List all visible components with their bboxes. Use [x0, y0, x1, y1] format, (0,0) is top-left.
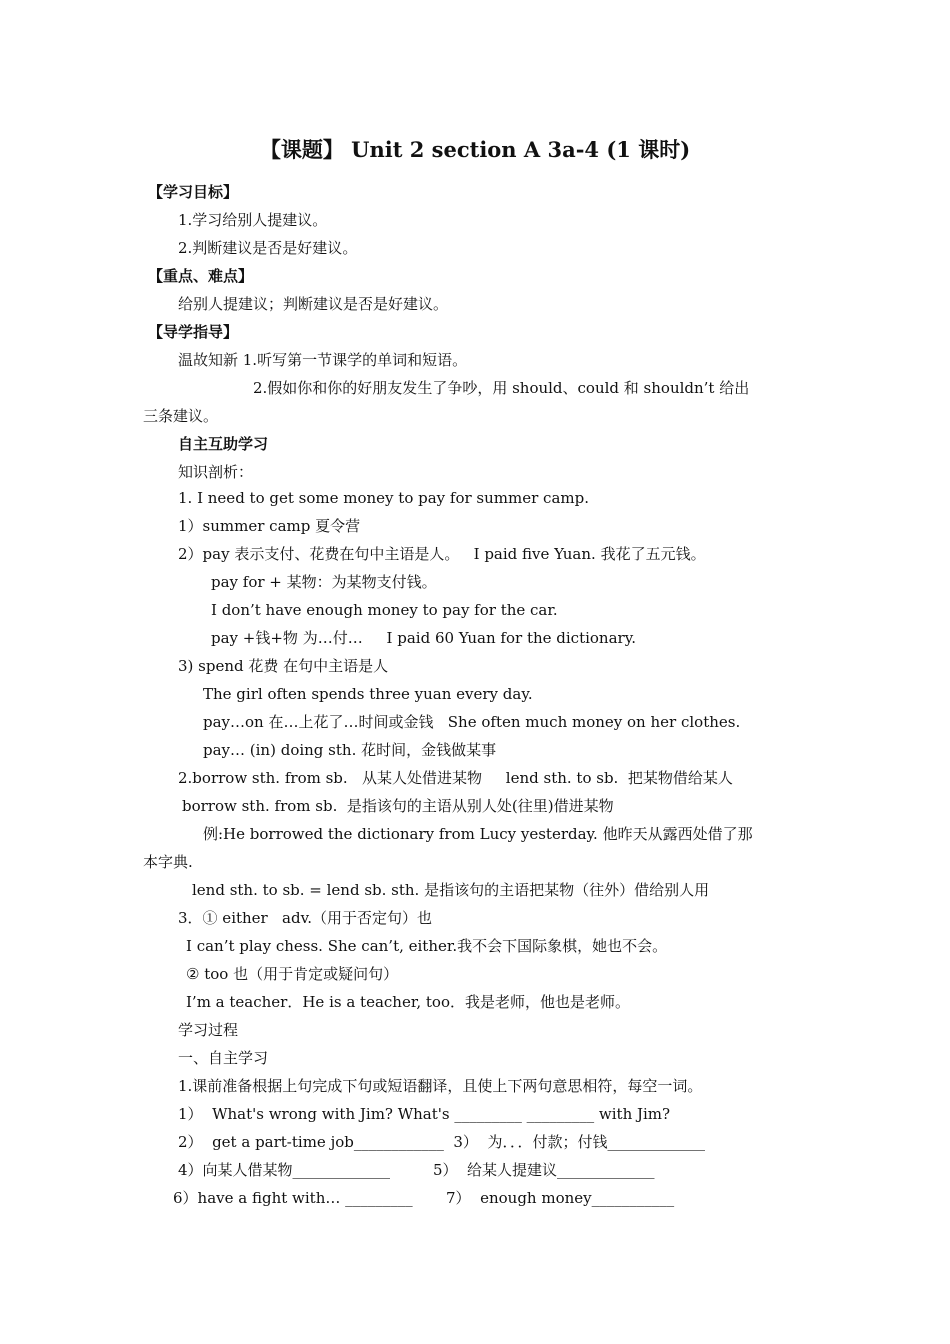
lesson-title: 【课题】 Unit 2 section A 3a-4 (1 课时): [259, 137, 691, 162]
text-line: pay…on 在…上花了…时间或金钱 She often much money on her clothes.: [203, 713, 741, 731]
text-line: pay +钱+物 为…付… I paid 60 Yuan for the dictionary.: [211, 629, 636, 647]
text-line: 2.假如你和你的好朋友发生了争吵，用 should、could 和 shouldn’t 给出: [253, 379, 750, 397]
text-line: 学习过程: [178, 1021, 239, 1039]
text-line: 例:He borrowed the dictionary from Lucy yesterday. 他昨天从露西处借了那: [203, 825, 753, 843]
text-line: pay for + 某物：为某物支付钱。: [211, 573, 437, 591]
text-line: lend sth. to sb. = lend sb. sth. 是指该句的主语把某物（往外）借给别人用: [192, 881, 710, 899]
text-line: 3．① either adv.（用于否定句）也: [178, 909, 433, 927]
text-line: pay… (in) doing sth. 花时间，金钱做某事: [203, 741, 497, 759]
text-line: I’m a teacher．He is a teacher, too．我是老师，他也是老师。: [186, 993, 630, 1011]
text-line: ② too 也（用于肯定或疑问句）: [186, 965, 399, 983]
text-line: I can’t play chess. She can’t, either.我不会下国际象棋，她也不会。: [186, 937, 668, 955]
text-line: 本字典.: [143, 853, 193, 871]
text-line: 温故知新 1.听写第一节课学的单词和短语。: [178, 351, 468, 369]
text-line: 1. I need to get some money to pay for summer camp.: [178, 489, 589, 507]
text-line: 1）summer camp 夏令营: [178, 517, 361, 535]
text-line: 给别人提建议；判断建议是否是好建议。: [178, 295, 449, 313]
text-line: 一、自主学习: [178, 1049, 269, 1067]
exercise-line: 6）have a fight with… _________ 7） enough money___________: [173, 1189, 675, 1207]
exercise-line: 1） What's wrong with Jim? What's _________ _________ with Jim?: [178, 1105, 671, 1123]
exercise-line: 2） get a part-time job____________ 3） 为．．．付款；付钱_____________: [178, 1133, 705, 1151]
section-heading: 【导学指导】: [148, 323, 239, 341]
text-line: The girl often spends three yuan every day.: [203, 685, 533, 703]
text-line: 1.课前准备根据上句完成下句或短语翻译，且使上下两句意思相符，每空一词。: [178, 1077, 703, 1095]
text-line: 1.学习给别人提建议。: [178, 211, 328, 229]
text-line: 2）pay 表示支付、花费在句中主语是人。 I paid five Yuan. 我花了五元钱。: [178, 545, 706, 563]
text-line: 3) spend 花费 在句中主语是人: [178, 657, 389, 675]
text-line: 2.borrow sth. from sb. 从某人处借进某物 lend sth. to sb. 把某物借给某人: [178, 769, 733, 787]
text-line: 2.判断建议是否是好建议。: [178, 239, 358, 257]
text-line: 三条建议。: [143, 407, 219, 425]
exercise-line: 4）向某人借某物_____________ 5） 给某人提建议_____________: [178, 1161, 655, 1179]
section-heading: 【重点、难点】: [148, 267, 254, 285]
section-heading: 【学习目标】: [148, 183, 239, 201]
subsection-heading: 自主互助学习: [178, 435, 269, 453]
text-line: borrow sth. from sb. 是指该句的主语从别人处(往里)借进某物: [182, 797, 614, 815]
text-line: I don’t have enough money to pay for the car.: [211, 601, 558, 619]
text-line: 知识剖析：: [178, 463, 254, 481]
